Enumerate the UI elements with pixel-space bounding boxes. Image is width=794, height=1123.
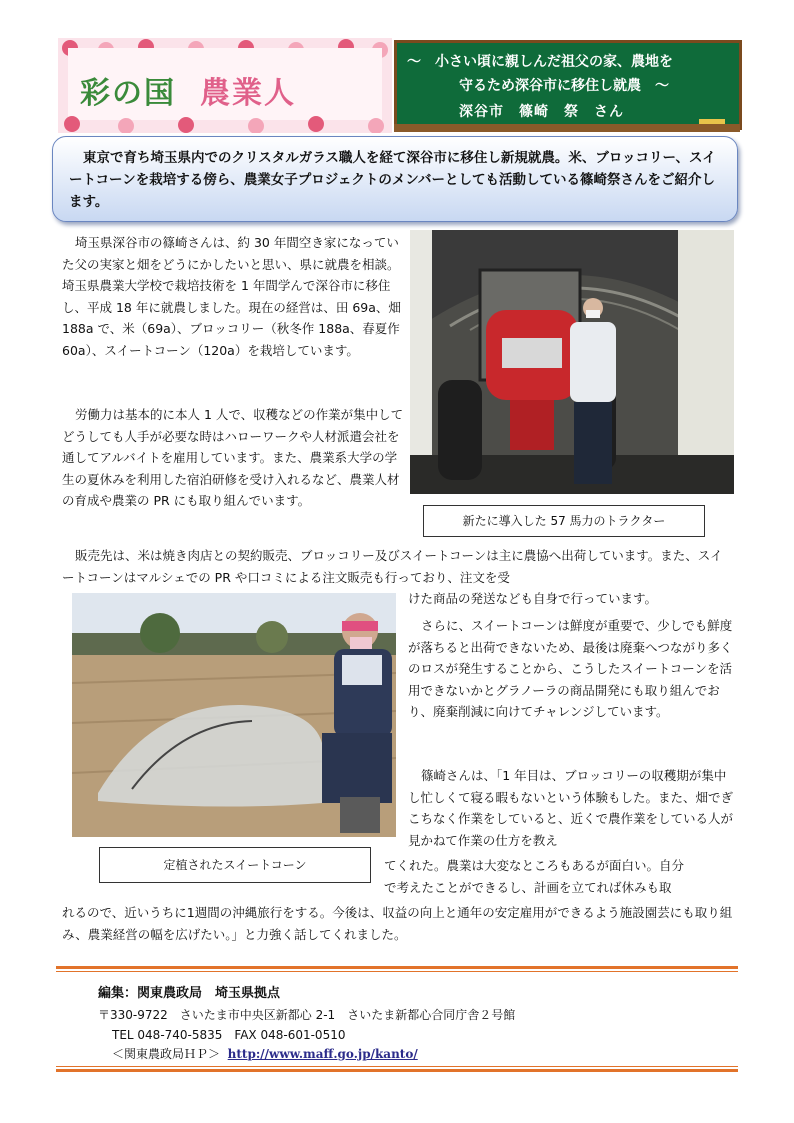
footer-phone: TEL 048-740-5835 FAX 048-601-0510 xyxy=(112,1028,346,1042)
chalkboard-subtitle xyxy=(394,40,742,130)
footer-address: 〒330-9722 さいたま市中央区新都心 2-1 さいたま新都心合同庁舎２号館 xyxy=(98,1008,516,1022)
blossom-icon xyxy=(368,118,384,133)
paragraph-5-line-a: てくれた。農業は大変なところもあるが面白い。自分 xyxy=(384,858,685,873)
blossom-icon xyxy=(248,118,264,133)
banner-title-part2: 農業人 xyxy=(200,76,296,111)
sweet-corn-photo-image xyxy=(72,593,396,837)
banner-title xyxy=(80,68,296,112)
subtitle-line-1: ～ 小さい頃に親しんだ祖父の家、農地を xyxy=(407,54,673,70)
footer-editor: 編集：関東農政局 埼玉県拠点 xyxy=(98,986,281,1001)
chalkboard-ledge xyxy=(394,124,740,132)
paragraph-1: 埼玉県深谷市の篠崎さんは、約 30 年間空き家になっていた父の実家と畑をどうにかしたいと思い、県に就農を相談。埼玉県農業大学校で栽培技術を 1 年間学んで深谷市に移住し、平成 18 年に就農しました。現在の経営は、田 69a、畑 188a で、米（69a）、ブロッコリー（秋冬作 188a、春夏作 60a）、スイートコーン（120a）を栽培しています。 xyxy=(62,235,401,358)
blossom-icon xyxy=(64,116,80,132)
sweet-corn-caption: 定植されたスイートコーン xyxy=(99,847,371,883)
footer-rule-bottom-thin xyxy=(56,1066,738,1067)
title-banner xyxy=(58,38,392,133)
paragraph-4: さらに、スイートコーンは鮮度が重要で、少しでも鮮度が落ちると出荷できないため、最後は廃棄へつながり多くのロスが発生することから、こうしたスイートコーンを活用できないかとグラノーラの商品開発にも取り組んでおり、廃棄削減に向けてチャレンジしています。 xyxy=(408,618,733,719)
sweet-corn-photo xyxy=(72,593,396,837)
footer-hp-link[interactable]: http://www.maff.go.jp/kanto/ xyxy=(227,1047,418,1061)
blossom-icon xyxy=(118,118,134,133)
paragraph-5-line-b: で考えたことができるし、計画を立てれば休みも取 xyxy=(384,880,672,895)
footer-hp-line xyxy=(112,1045,418,1062)
author-name: 深谷市 篠崎 祭 さん xyxy=(459,104,624,120)
blossom-icon xyxy=(178,117,194,133)
intro-text: 東京で育ち埼玉県内でのクリスタルガラス職人を経て深谷市に移住し新規就農。米、ブロッコリー、スイートコーンを栽培する傍ら、農業女子プロジェクトのメンバーとしても活動している篠崎祭さんをご紹介します。 xyxy=(69,150,716,210)
subtitle-line-2: 守るため深谷市に移住し就農 ～ xyxy=(459,78,669,94)
footer-rule-top-thin xyxy=(56,971,738,972)
tractor-photo xyxy=(410,230,734,494)
paragraph-5-end: れるので、近いうちに1週間の沖縄旅行をする。今後は、収益の向上と通年の安定雇用ができるよう施設園芸にも取り組み、農業経営の幅を広げたい。」と力強く話してくれました。 xyxy=(62,905,733,942)
tractor-photo-image xyxy=(410,230,734,494)
paragraph-2: 労働力は基本的に本人 1 人で、収穫などの作業が集中してどうしても人手が必要な時はハローワークや人材派遣会社を通してアルバイトを雇用しています。また、農業系大学の学生の夏休みを利用した宿泊研修を受け入れるなど、農業人材の育成や農業の PR にも取り組んでいます。 xyxy=(62,407,404,508)
paragraph-3: 販売先は、米は焼き肉店との契約販売、ブロッコリー及びスイートコーンは主に農協へ出荷しています。また、スイートコーンはマルシェでの PR や口コミによる注文販売も行っており、注文を受 xyxy=(62,548,723,585)
paragraph-5-right: 篠崎さんは、「1 年目は、ブロッコリーの収穫期が集中し忙しくて寝る暇もないという体験もした。また、畑でぎこちなく作業をしていると、近くで農作業をしている人が見かねて作業の仕方を教え xyxy=(408,768,734,848)
intro-box xyxy=(52,136,738,222)
footer-hp-label: ＜関東農政局ＨＰ＞ xyxy=(112,1047,221,1061)
paragraph-3-tail: けた商品の発送なども自身で行っています。 xyxy=(408,591,658,606)
tractor-caption: 新たに導入した 57 馬力のトラクター xyxy=(423,505,705,537)
blossom-icon xyxy=(308,116,324,132)
banner-title-part1: 彩の国 xyxy=(80,76,176,111)
footer-rule-bottom xyxy=(56,1069,738,1072)
footer-rule-top xyxy=(56,966,738,969)
